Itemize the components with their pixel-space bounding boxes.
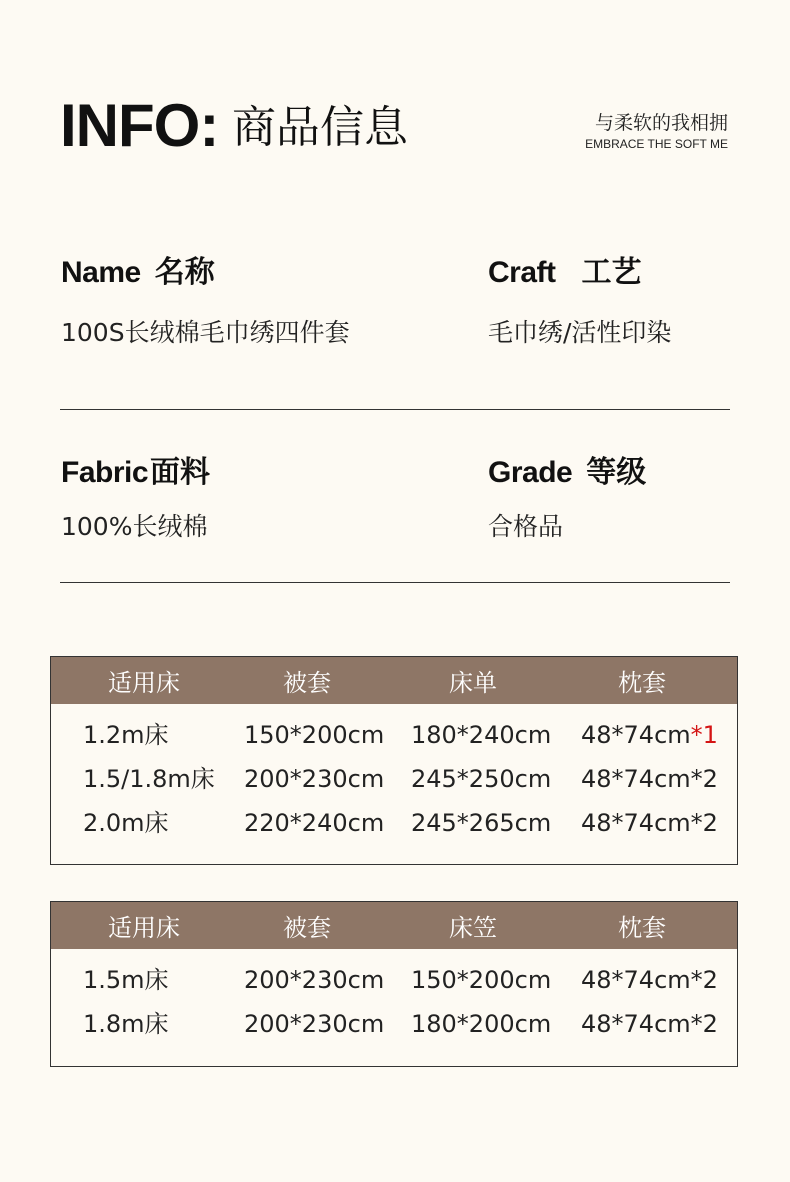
bed-size-cell: 1.5/1.8m床 bbox=[83, 765, 215, 793]
fitted-sheet-cell: 180*200cm bbox=[411, 1010, 552, 1038]
pillowcase-cell: 48*74cm*2 bbox=[581, 809, 718, 837]
table-header bbox=[51, 902, 737, 949]
bed-size-cell: 1.5m床 bbox=[83, 966, 169, 994]
pillowcase-cell bbox=[581, 723, 718, 747]
header-bed-sheet: 床单 bbox=[449, 669, 497, 697]
grade-value: 合格品 bbox=[488, 512, 564, 541]
page-title-en: INFO: bbox=[60, 92, 219, 159]
pillowcase-cell: 48*74cm*2 bbox=[581, 966, 718, 994]
name-label bbox=[61, 255, 215, 290]
duvet-cover-cell: 200*230cm bbox=[244, 1010, 385, 1038]
bed-sheet-cell: 245*250cm bbox=[411, 765, 552, 793]
divider bbox=[60, 582, 730, 583]
grade-label-cn: 等级 bbox=[586, 455, 647, 490]
header-pillowcase: 枕套 bbox=[618, 914, 666, 942]
duvet-cover-cell: 200*230cm bbox=[244, 765, 385, 793]
table-header bbox=[51, 657, 737, 704]
pillowcase-qty-highlight: *1 bbox=[690, 721, 718, 749]
craft-label bbox=[488, 255, 642, 290]
pillowcase-size: 48*74cm bbox=[581, 721, 691, 749]
divider bbox=[60, 409, 730, 410]
header-pillowcase: 枕套 bbox=[618, 669, 666, 697]
bed-size-cell: 2.0m床 bbox=[83, 809, 169, 837]
craft-label-en: Craft bbox=[488, 256, 556, 289]
fabric-label-cn: 面料 bbox=[150, 455, 211, 490]
header-fitted-sheet: 床笠 bbox=[449, 914, 497, 942]
name-label-cn: 名称 bbox=[154, 255, 215, 290]
table-row bbox=[51, 767, 737, 811]
fabric-label bbox=[61, 455, 211, 490]
pillowcase-cell: 48*74cm*2 bbox=[581, 765, 718, 793]
duvet-cover-cell: 150*200cm bbox=[244, 721, 385, 749]
duvet-cover-cell: 220*240cm bbox=[244, 809, 385, 837]
fabric-value: 100%长绒棉 bbox=[61, 512, 208, 541]
grade-label-en: Grade bbox=[488, 456, 573, 489]
page-title-cn: 商品信息 bbox=[232, 102, 408, 153]
table-row bbox=[51, 1012, 737, 1056]
header-bed-size: 适用床 bbox=[108, 914, 180, 942]
table-row bbox=[51, 811, 737, 855]
name-label-en: Name bbox=[61, 256, 141, 289]
bed-sheet-cell: 245*265cm bbox=[411, 809, 552, 837]
table-row bbox=[51, 723, 737, 767]
slogan-en: EMBRACE THE SOFT ME bbox=[585, 137, 728, 151]
size-table-fitted-sheet bbox=[50, 901, 738, 1067]
craft-label-cn: 工艺 bbox=[581, 255, 642, 290]
table-row bbox=[51, 968, 737, 1012]
header-duvet-cover: 被套 bbox=[283, 669, 331, 697]
header-duvet-cover: 被套 bbox=[283, 914, 331, 942]
header-bed-size: 适用床 bbox=[108, 669, 180, 697]
bed-size-cell: 1.2m床 bbox=[83, 721, 169, 749]
size-table-flat-sheet bbox=[50, 656, 738, 865]
fabric-label-en: Fabric bbox=[61, 456, 149, 489]
pillowcase-cell: 48*74cm*2 bbox=[581, 1010, 718, 1038]
grade-label bbox=[488, 455, 647, 490]
bed-size-cell: 1.8m床 bbox=[83, 1010, 169, 1038]
duvet-cover-cell: 200*230cm bbox=[244, 966, 385, 994]
craft-value: 毛巾绣/活性印染 bbox=[488, 318, 672, 347]
name-value: 100S长绒棉毛巾绣四件套 bbox=[61, 318, 350, 347]
bed-sheet-cell: 180*240cm bbox=[411, 721, 552, 749]
slogan-cn: 与柔软的我相拥 bbox=[594, 112, 728, 134]
fitted-sheet-cell: 150*200cm bbox=[411, 966, 552, 994]
